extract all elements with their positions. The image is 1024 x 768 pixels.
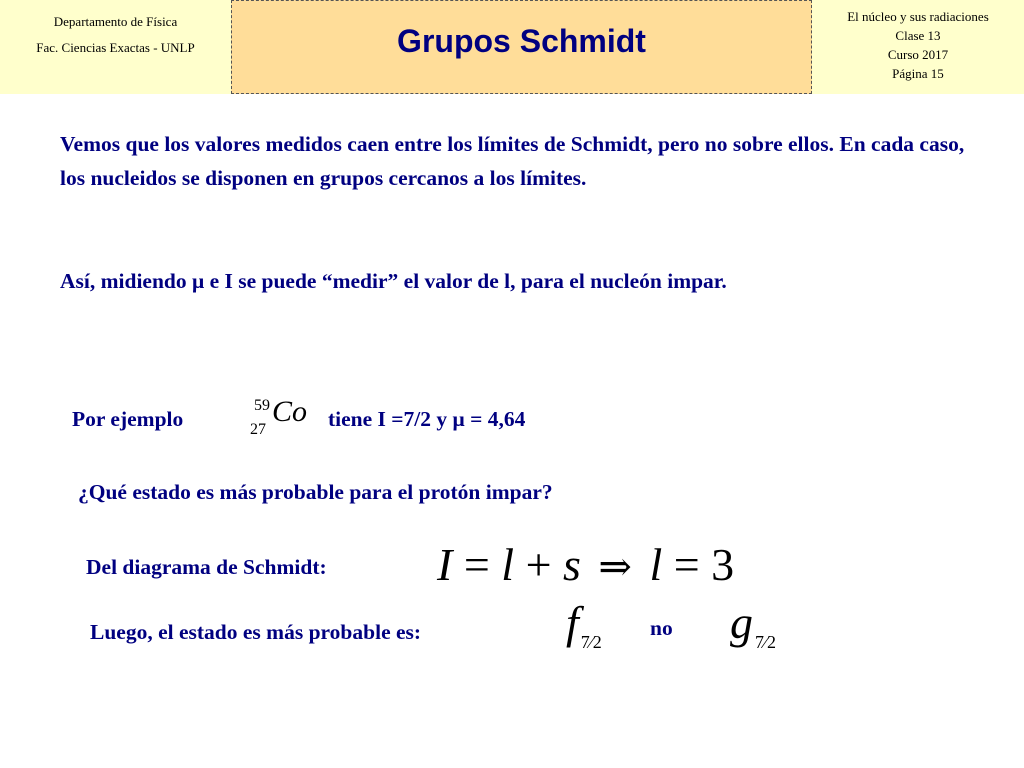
equation-s: s [563, 539, 581, 590]
equation-l-2: l [649, 539, 663, 590]
example-label: Por ejemplo [72, 407, 184, 431]
equation-plus: + [525, 539, 552, 590]
equation-equals-2: = [673, 539, 700, 590]
state-g-letter: g [730, 597, 753, 648]
state-g-seven-halves [730, 596, 777, 652]
isotope-notation [248, 395, 328, 445]
header-subject: El núcleo y sus radiaciones [847, 9, 989, 24]
equation-value: 3 [711, 539, 735, 590]
spin-equation [437, 538, 734, 591]
equation-l-1: l [501, 539, 515, 590]
header-title-box [231, 0, 812, 94]
equation-i: I [437, 539, 453, 590]
header-page: Página 15 [892, 66, 944, 81]
state-f-letter: f [566, 597, 579, 648]
isotope-symbol: Co [272, 395, 308, 428]
conclusion-label: Luego, el estado es más probable es: [90, 620, 422, 644]
diagram-label: Del diagrama de Schmidt: [86, 555, 327, 579]
header-faculty: Fac. Ciencias Exactas - UNLP [36, 40, 195, 55]
page-title: Grupos Schmidt [397, 23, 646, 59]
isotope-mass-number: 59 [254, 397, 270, 414]
state-g-subscript: 7⁄2 [755, 632, 777, 652]
header-course-box [812, 0, 1024, 94]
equation-equals-1: = [463, 539, 490, 590]
no-word: no [650, 616, 673, 640]
paragraph-measure-l: Así, midiendo μ e I se puede “medir” el valor de l, para el nucleón impar. [60, 269, 727, 293]
state-f-seven-halves [566, 596, 602, 652]
implies-arrow: ⇒ [598, 544, 632, 589]
example-values: tiene I =7/2 y μ = 4,64 [328, 407, 526, 431]
header-department-box [0, 0, 231, 94]
isotope-atomic-number: 27 [250, 421, 266, 438]
state-f-subscript: 7⁄2 [580, 632, 602, 652]
header-year: Curso 2017 [887, 47, 949, 62]
paragraph-schmidt-limits: Vemos que los valores medidos caen entre los límites de Schmidt, pero no sobre ellos. En cada caso, los nucleidos se disponen en grupos cercanos a los límites. [60, 132, 965, 190]
header-class: Clase 13 [895, 28, 941, 43]
question-text: ¿Qué estado es más probable para el protón impar? [78, 480, 553, 504]
header-department: Departamento de Física [53, 14, 178, 29]
